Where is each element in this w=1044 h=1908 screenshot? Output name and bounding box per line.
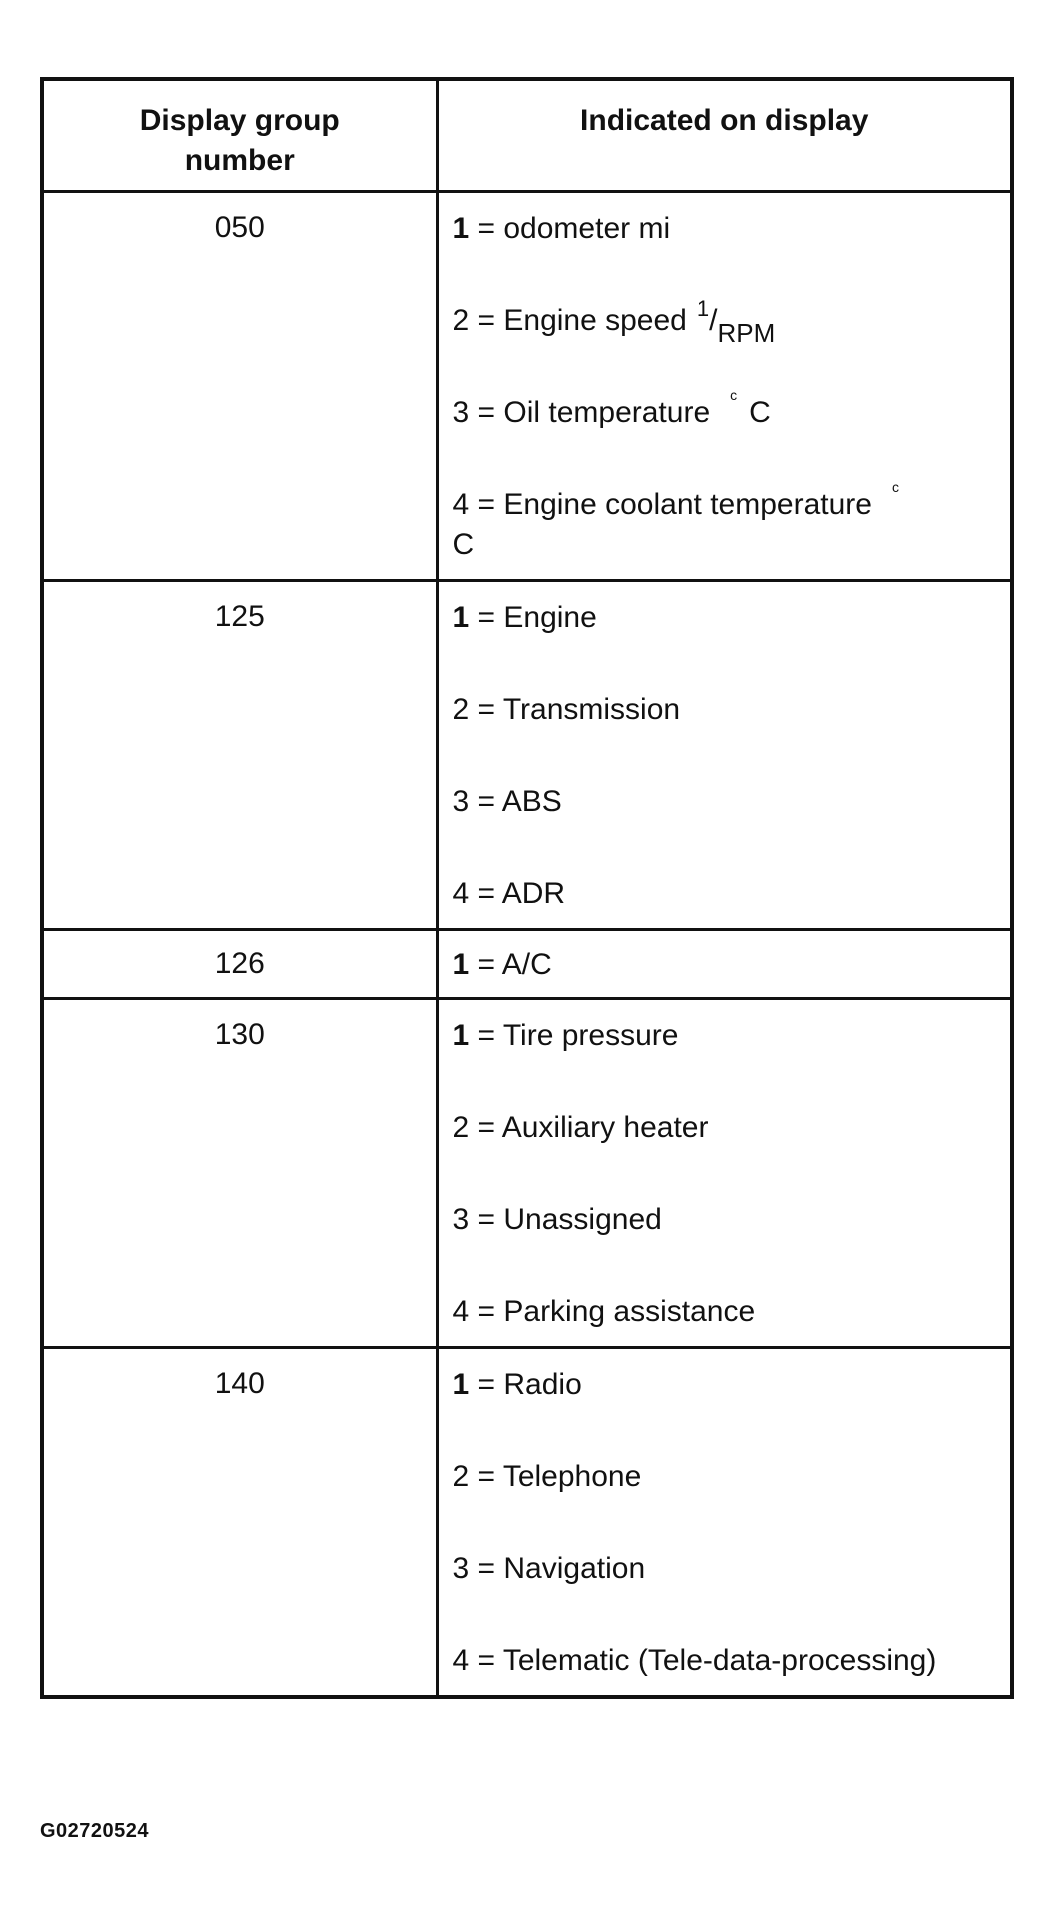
item-number: 1 [452,211,470,245]
item-text: = Radio [469,1367,582,1401]
item-text: = Unassigned [469,1202,662,1236]
column-header-indicated-label: Indicated on display [580,104,869,137]
item-number: 4 [452,487,470,521]
item-text: = Navigation [469,1551,646,1585]
table-header-row [42,79,1012,191]
column-header-group-number [42,79,437,191]
unit-text: C [749,395,771,429]
list-item [453,1108,995,1148]
item-text: = Telematic (Tele-data-processing) [469,1643,937,1677]
item-number: 4 [452,1294,470,1328]
group-number-cell: 050 [42,191,437,580]
indicated-cell [437,1347,1012,1697]
item-number: 2 [452,1459,470,1493]
unit-text: C [452,527,475,561]
table-row [42,580,1012,929]
display-group-table-container [40,77,1010,1699]
list-item [453,1292,995,1332]
table-row [42,191,1012,580]
list-item [453,598,995,638]
item-text: = A/C [469,947,552,981]
list-item [453,1641,995,1681]
list-item [453,209,995,249]
figure-code: G02720524 [40,1820,150,1842]
group-number-cell: 130 [42,998,437,1347]
list-item [453,1016,995,1056]
table-row [42,929,1012,998]
list-item [453,782,995,822]
item-number: 3 [452,1551,470,1585]
list-item [453,1457,995,1497]
indicated-cell [437,929,1012,998]
item-number: 2 [452,1110,470,1144]
item-number: 1 [452,1367,470,1401]
item-text: = Engine speed [469,303,687,337]
list-item [452,478,995,565]
group-number-cell: 125 [42,580,437,929]
item-number: 2 [452,692,470,726]
item-text: = Parking assistance [469,1294,756,1328]
item-text: = Tire pressure [469,1018,679,1052]
group-number-cell: 126 [42,929,437,998]
subscript-rpm: RPM [717,317,776,348]
degree-mark: c [891,478,899,495]
list-item [452,295,995,348]
indicated-cell [437,580,1012,929]
list-item [453,1200,995,1240]
item-text: = ADR [469,876,566,910]
item-text: = Transmission [469,692,681,726]
item-number: 2 [452,303,470,337]
table-row [42,1347,1012,1697]
column-header-indicated [437,79,1012,191]
item-number: 4 [452,1643,470,1677]
display-group-table [40,77,1014,1699]
item-text: = Oil temperature [469,395,711,429]
list-item [452,386,995,433]
item-number: 3 [452,395,470,429]
list-item [453,945,995,985]
table-row [42,998,1012,1347]
column-header-group-number-label: Display group number [139,104,340,177]
degree-mark: c [730,386,738,403]
indicated-cell [437,998,1012,1347]
item-text: = Engine coolant temperature [469,487,872,521]
item-number: 1 [452,1018,470,1052]
superscript-one: 1 [696,295,710,321]
item-text: = Engine [469,600,597,634]
list-item [453,1365,995,1405]
group-number-cell: 140 [42,1347,437,1697]
item-text: = ABS [469,784,562,818]
item-number: 1 [452,600,470,634]
fraction-slash: / [709,303,718,337]
list-item [453,1549,995,1589]
item-text: = Auxiliary heater [469,1110,709,1144]
item-text: = Telephone [469,1459,642,1493]
indicated-cell [437,191,1012,580]
item-text: = odometer mi [469,211,671,245]
list-item [453,690,995,730]
item-number: 3 [452,1202,470,1236]
item-number: 3 [452,784,470,818]
list-item [453,874,995,914]
item-number: 4 [452,876,470,910]
item-number: 1 [452,947,470,981]
